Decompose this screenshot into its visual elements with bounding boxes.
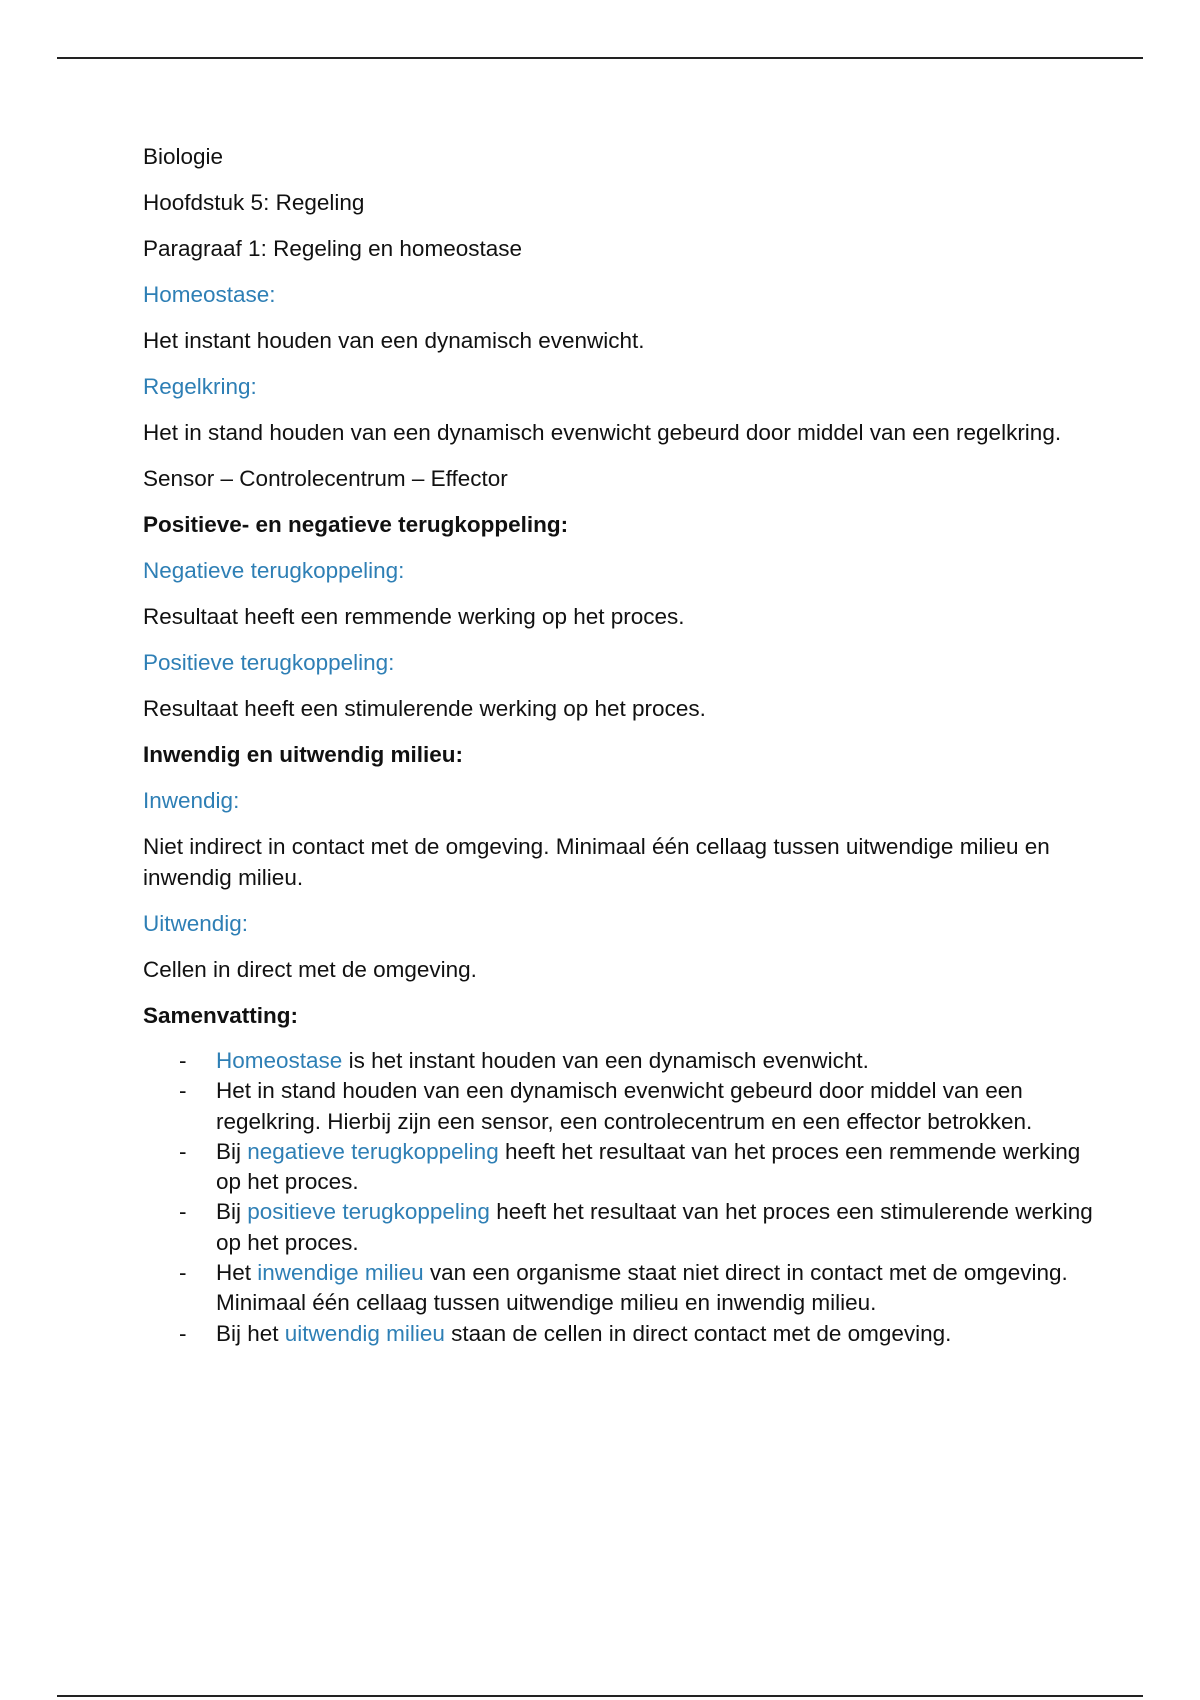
definition-homeostase: Het instant houden van een dynamisch evenwicht. — [143, 328, 645, 353]
list-item — [143, 1319, 1093, 1349]
regelkring-chain: Sensor – Controlecentrum – Effector — [143, 466, 508, 491]
term-inwendig: Inwendig: — [143, 788, 240, 813]
list-item — [143, 1046, 1093, 1076]
definition-inwendig: Niet indirect in contact met de omgeving. Minimaal één cellaag tussen uitwendige milieu en inwendig milieu. — [143, 834, 1050, 890]
summary-text-before: Het in stand houden van een dynamisch evenwicht gebeurd door middel van een regelkring. Hierbij zijn een sensor, een controlecentrum en een effector betrokken. — [216, 1078, 1033, 1134]
term-positive-feedback: Positieve terugkoppeling: — [143, 650, 395, 675]
list-item — [143, 1076, 1093, 1137]
list-item — [143, 1137, 1093, 1198]
summary-text-after: heeft het resultaat van het proces een remmende werking op het proces. — [216, 1138, 1081, 1195]
summary-list — [143, 1046, 1093, 1349]
summary-term: negatieve terugkoppeling — [247, 1138, 499, 1164]
summary-term: Homeostase — [216, 1048, 343, 1073]
term-regelkring: Regelkring: — [143, 374, 257, 399]
definition-negative-feedback: Resultaat heeft een remmende werking op het proces. — [143, 604, 685, 629]
summary-text-after: staan de cellen in direct contact met de omgeving. — [444, 1320, 952, 1346]
section-title: Paragraaf 1: Regeling en homeostase — [143, 236, 522, 261]
chapter-title: Hoofdstuk 5: Regeling — [143, 190, 365, 215]
summary-term: uitwendig milieu — [284, 1320, 445, 1346]
summary-text-after: van een organisme staat niet direct in contact met de omgeving. Minimaal één cellaag tussen uitwendige milieu en inwendig milieu. — [216, 1260, 1068, 1316]
heading-milieu: Inwendig en uitwendig milieu: — [143, 742, 463, 767]
term-negative-feedback: Negatieve terugkoppeling: — [143, 558, 405, 583]
summary-text-before: Bij — [216, 1138, 248, 1164]
summary-text-before: Het — [216, 1260, 258, 1286]
term-homeostase: Homeostase: — [143, 282, 276, 307]
subject-title: Biologie — [143, 144, 224, 169]
list-item — [143, 1197, 1093, 1258]
bottom-rule — [57, 1695, 1143, 1697]
top-rule — [57, 57, 1143, 59]
heading-summary: Samenvatting: — [143, 1003, 299, 1028]
summary-term: inwendige milieu — [257, 1260, 424, 1286]
heading-feedback: Positieve- en negatieve terugkoppeling: — [143, 512, 569, 537]
list-item — [143, 1258, 1093, 1319]
summary-text-after: heeft het resultaat van het proces een stimulerende werking op het proces. — [216, 1199, 1093, 1255]
document-page — [143, 141, 1093, 1349]
summary-text-after: is het instant houden van een dynamisch evenwicht. — [342, 1048, 869, 1073]
definition-positive-feedback: Resultaat heeft een stimulerende werking op het proces. — [143, 696, 706, 721]
definition-regelkring: Het in stand houden van een dynamisch evenwicht gebeurd door middel van een regelkring. — [143, 420, 1062, 445]
summary-text-before: Bij het — [216, 1320, 285, 1346]
summary-text-before: Bij — [216, 1199, 248, 1225]
term-uitwendig: Uitwendig: — [143, 911, 249, 936]
summary-term: positieve terugkoppeling — [247, 1199, 490, 1225]
definition-uitwendig: Cellen in direct met de omgeving. — [143, 957, 477, 982]
